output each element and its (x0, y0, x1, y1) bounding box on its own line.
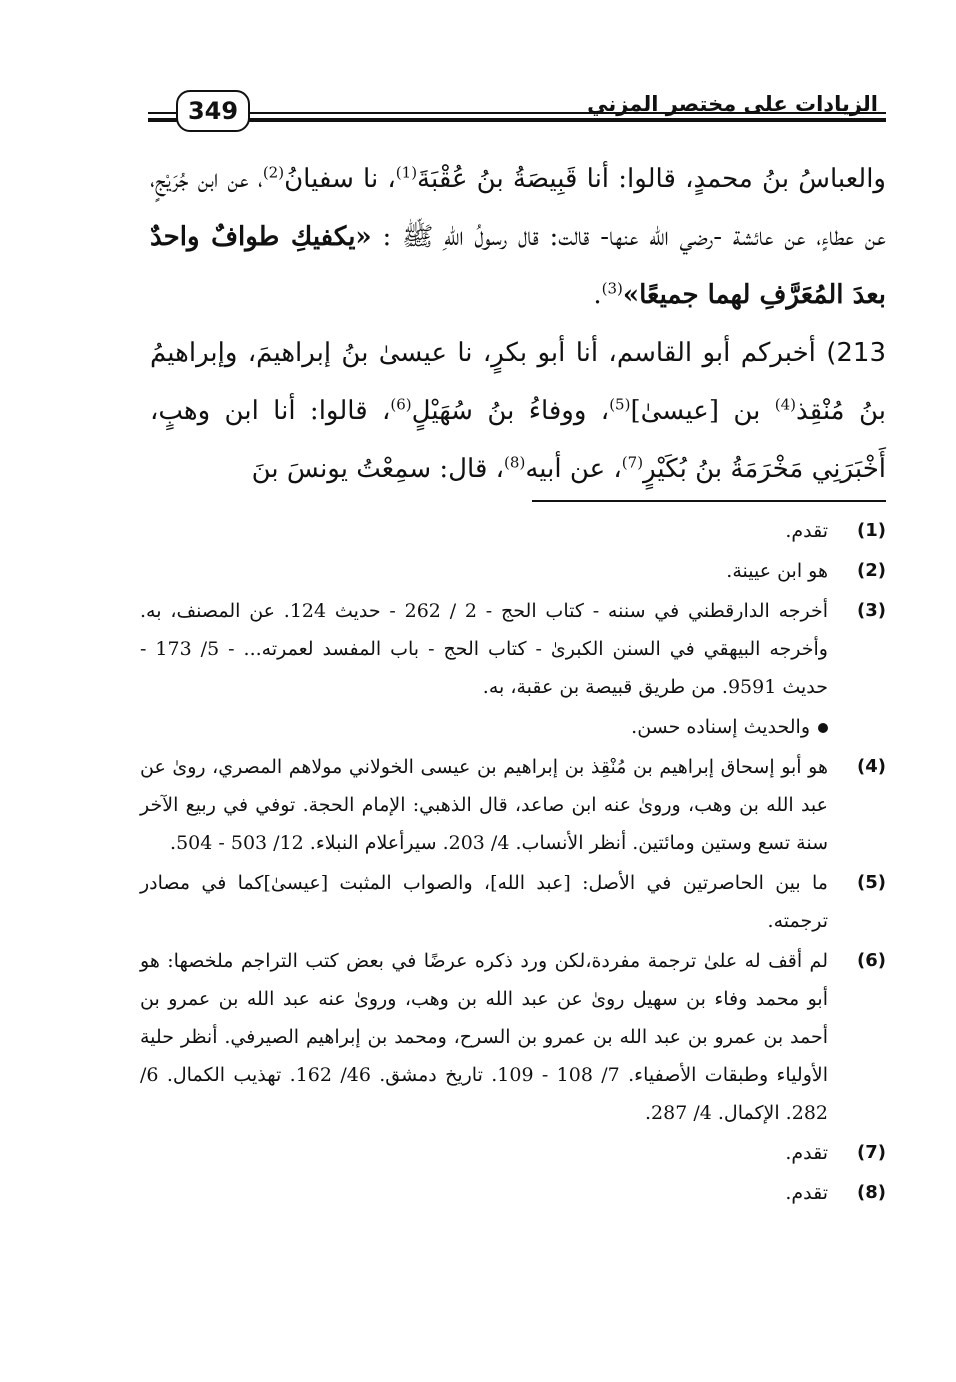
text-segment: أخبركم أبو القاسم، أنا أبو بكرٍ، نا عيسىٰ بنُ إبراهيمَ، وإبراهيمُ بنُ مُنْقِذ (150, 338, 886, 426)
page-header (0, 0, 956, 140)
footnote-number: (5) (857, 872, 886, 893)
footnote-text: هو ابن عيينة. (726, 560, 828, 582)
footnote-separator (532, 500, 886, 502)
footnote-text: لم أقف له علىٰ ترجمة مفردة،لكن ورد ذكره عرضًا في بعض كتب التراجم ملخصها: هو أبو محمد وفاء بن سهيل روىٰ عن عبد الله بن وهب، وروىٰ عنه عبد الله بن عمرو بن أحمد بن عمرو بن عبد الله بن عمرو بن السرح، ومحمد بن إبراهيم الصيرفي. أنظر حلية الأولياء وطبقات الأصفياء. 7/ 108 - 109. تاريخ دمشق. 46/ 162. تهذيب الكمال. 6/ 282. الإكمال. 4/ 287. (140, 950, 829, 1124)
footnote-text: أخرجه الدارقطني في سننه - كتاب الحج - 2 / 262 - حديث 124. عن المصنف، به. وأخرجه البيهقي في السنن الكبرىٰ - كتاب الحج - باب المفسد لعمرته... - 5/ 173 - حديث 9591. من طريق قبيصة بن عقبة، به. (140, 600, 829, 698)
hadith-text: «يكفيكِ طوافٌ واحدٌ بعدَ المُعَرَّفِ لهما جميعًا» (150, 222, 886, 310)
footnote-text: هو أبو إسحاق إبراهيم بن مُنْقِذ بن إبراهيم بن عيسى الخولاني مولاهم المصري، روىٰ عن عبد الله بن وهب، وروىٰ عنه ابن صاعد، قال الذهبي: الإمام الحجة. توفي في ربيع الآخر سنة تسع وستين ومائتين. أنظر الأنساب. 4/ 203. سيرأعلام النبلاء. 12/ 503 - 504. (140, 756, 828, 854)
footnotes (140, 512, 886, 1214)
text-segment: ، قالوا: أنا ابن وهبٍ، أَخْبَرَنِي مَخْرَمَةُ بنُ بُكَيْرٍ (150, 396, 886, 484)
footnote-text: تقدم. (785, 520, 828, 542)
footnote-4 (140, 748, 886, 862)
footnote-number: (8) (857, 1182, 886, 1203)
footnote-number: (1) (857, 520, 886, 541)
text-segment: ، قال: سمِعْتُ يونسَ بنَ (251, 454, 505, 484)
bullet-text: والحديث إسناده حسن. (631, 716, 810, 738)
footnote-ref: (5) (609, 395, 631, 414)
text-segment: ، نا سفيانُ (284, 164, 396, 194)
footnote-number: (2) (857, 560, 886, 581)
footnote-8 (140, 1174, 886, 1212)
footnote-text: ما بين الحاصرتين في الأصل: [عبد الله]، والصواب المثبت [عيسىٰ]كما في مصادر ترجمته. (140, 872, 828, 932)
footnote-text: تقدم. (785, 1182, 828, 1204)
header-rule-bottom (148, 118, 886, 122)
footnote-6 (140, 942, 886, 1132)
footnote-2 (140, 552, 886, 590)
footnote-ref: (7) (621, 453, 644, 472)
text-segment: بن [عيسىٰ] (630, 396, 775, 426)
text-segment: ، ووفاءُ بنُ سُهَيْلٍ (411, 396, 610, 426)
footnote-number: (3) (857, 600, 886, 621)
footnote-3 (140, 592, 886, 706)
main-text (150, 150, 886, 498)
footnote-ref: (2) (262, 163, 285, 182)
footnote-ref: (3) (601, 279, 623, 298)
text-segment: ، عن أبيه (525, 454, 622, 484)
footnote-7 (140, 1134, 886, 1172)
footnote-5 (140, 864, 886, 940)
bullet-icon (818, 723, 828, 733)
text-segment: ، عن ابن جُرَيْجٍ، عن عطاءٍ، عن عائشة -رضي الله عنها- قالت: قال رسولُ اللهِ ﷺ : (150, 164, 886, 252)
running-title: الزيادات على مختصر المزني (587, 92, 878, 116)
footnote-1 (140, 512, 886, 550)
footnote-ref: (6) (390, 395, 412, 414)
footnote-ref: (1) (395, 163, 418, 182)
hadith-number: 213) (826, 338, 886, 368)
footnote-3-bullet (140, 708, 886, 746)
footnote-text: تقدم. (785, 1142, 828, 1164)
footnote-number: (6) (857, 950, 886, 971)
paragraph-212-continuation (150, 150, 886, 324)
footnote-ref: (8) (504, 453, 526, 472)
footnote-number: (7) (857, 1142, 886, 1163)
paragraph-213 (150, 324, 886, 498)
footnote-number: (4) (857, 756, 886, 777)
page-number: 349 (176, 90, 250, 132)
footnote-ref: (4) (774, 395, 797, 414)
text-segment: . (593, 280, 602, 310)
text-segment: والعباسُ بنُ محمدٍ، قالوا: أنا قَبِيصَةُ بنُ عُقْبَةَ (417, 164, 886, 194)
